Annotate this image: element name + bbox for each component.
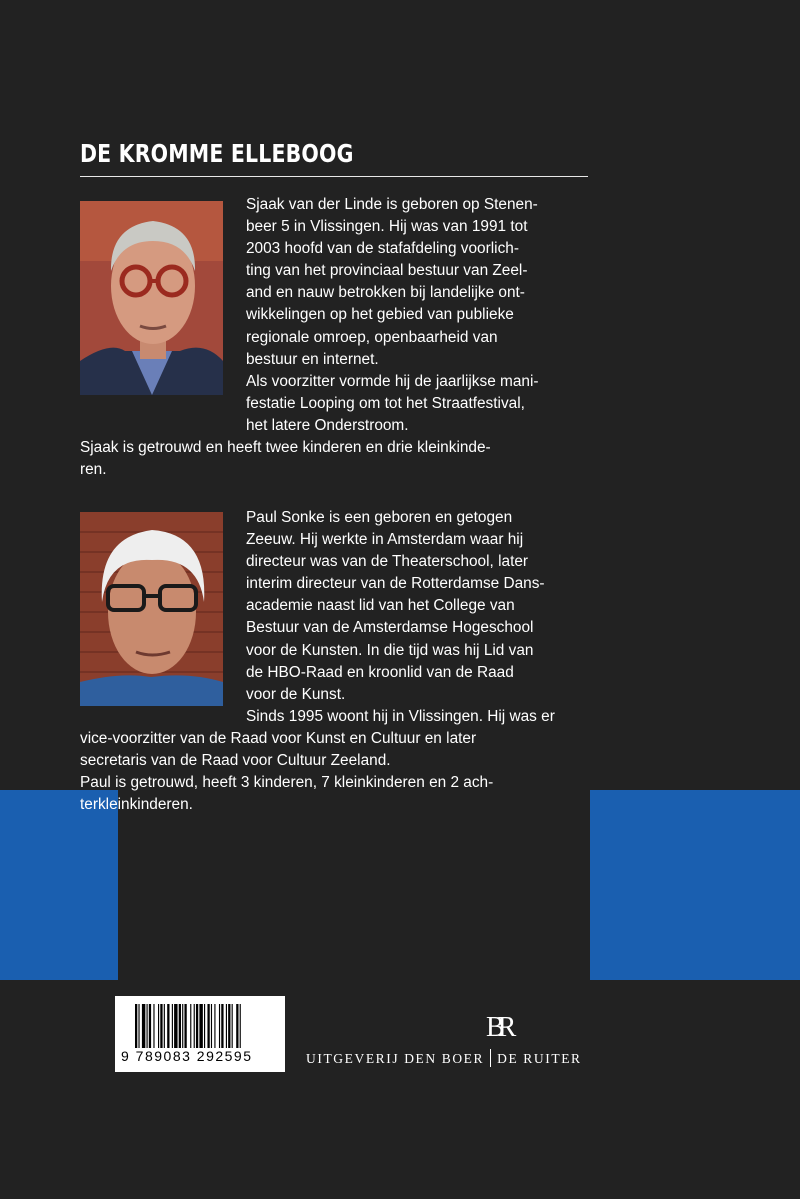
barcode-bar [172, 1004, 173, 1048]
barcode-bar [221, 1004, 223, 1048]
barcode-bar [204, 1004, 205, 1048]
barcode-bar [207, 1004, 209, 1048]
bio-line: bestuur en internet. [246, 350, 379, 368]
barcode-bar [226, 1004, 227, 1048]
bio-line: beer 5 in Vlissingen. Hij was van 1991 tot [246, 218, 528, 236]
barcode-bar [135, 1004, 137, 1048]
barcode-bar [174, 1004, 177, 1048]
bio-line: secretaris van de Raad voor Cultuur Zeeland. [80, 752, 391, 770]
bio-line: Sjaak is getrouwd en heeft twee kinderen en drie kleinkinde- [80, 439, 491, 457]
barcode-bar [182, 1004, 183, 1048]
barcode-bar [228, 1004, 230, 1048]
bio-line: wikkelingen op het gebied van publieke [246, 306, 514, 324]
barcode-bar [138, 1004, 139, 1048]
author-bio-paul [80, 507, 555, 816]
blue-band-left [0, 790, 118, 980]
barcode-bar [158, 1004, 159, 1048]
publisher-name-right: DE RUITER [497, 1051, 582, 1066]
isbn-barcode [115, 996, 285, 1072]
bio-line: and en nauw betrokken bij landelijke ont- [246, 284, 525, 302]
barcode-bar [160, 1004, 162, 1048]
barcode-bar [167, 1004, 169, 1048]
bio-line: interim directeur van de Rotterdamse Dans- [246, 575, 545, 593]
bio-line: 2003 hoofd van de stafafdeling voorlich- [246, 240, 519, 258]
bio-line: het latere Onderstroom. [246, 416, 409, 434]
barcode-bar [194, 1004, 195, 1048]
bio-line: Paul is getrouwd, heeft 3 kinderen, 7 kleinkinderen en 2 ach- [80, 774, 494, 792]
barcode-bar [149, 1004, 151, 1048]
barcode-bar [199, 1004, 202, 1048]
barcode-bar [232, 1004, 233, 1048]
bio-line: regionale omroep, openbaarheid van [246, 328, 498, 346]
isbn-number: 9 789083 292595 [121, 1048, 253, 1064]
barcode-bar [219, 1004, 220, 1048]
bio-line: Bestuur van de Amsterdamse Hogeschool [246, 619, 534, 637]
barcode-bar [214, 1004, 215, 1048]
bio-line: voor de Kunst. [246, 685, 346, 703]
barcode-bar [196, 1004, 198, 1048]
bio-line: Als voorzitter vormde hij de jaarlijkse mani- [246, 372, 539, 390]
barcode-bar [164, 1004, 165, 1048]
bio-line: Zeeuw. Hij werkte in Amsterdam waar hij [246, 531, 524, 549]
bio-line: festatie Looping om tot het Straatfestival, [246, 394, 525, 412]
barcode-bar [236, 1004, 238, 1048]
blue-band-right [590, 790, 800, 980]
bio-line: ren. [80, 461, 107, 479]
barcode-bar [147, 1004, 148, 1048]
barcode-bar [179, 1004, 181, 1048]
barcode-bar [153, 1004, 154, 1048]
bio-line: Paul Sonke is een geboren en getogen [246, 509, 513, 526]
series-title: DE KROMME ELLEBOOG [80, 139, 354, 168]
barcode-bar [190, 1004, 191, 1048]
barcode-bars [135, 1004, 275, 1048]
bio-line: academie naast lid van het College van [246, 597, 515, 615]
barcode-bar [142, 1004, 145, 1048]
author-bio-sjaak [80, 194, 539, 481]
bio-line: terkleinkinderen. [80, 796, 193, 814]
publisher-name [306, 1049, 582, 1067]
title-divider [80, 176, 588, 177]
publisher-separator [490, 1049, 491, 1067]
bio-line: directeur was van de Theaterschool, later [246, 553, 529, 571]
bio-line: de HBO-Raad en kroonlid van de Raad [246, 663, 514, 681]
barcode-bar [211, 1004, 212, 1048]
bio-line: ting van het provinciaal bestuur van Zeel- [246, 262, 528, 280]
barcode-bar [240, 1004, 241, 1048]
bio-line: Sjaak van der Linde is geboren op Stenen- [246, 196, 538, 213]
bio-line: Sinds 1995 woont hij in Vlissingen. Hij was er [246, 707, 555, 725]
bio-line: voor de Kunsten. In die tijd was hij Lid van [246, 641, 534, 659]
barcode-bar [184, 1004, 186, 1048]
publisher-logo: BR [486, 1012, 510, 1043]
publisher-name-left: UITGEVERIJ DEN BOER [306, 1051, 485, 1066]
bio-line: vice-voorzitter van de Raad voor Kunst en Cultuur en later [80, 729, 477, 747]
